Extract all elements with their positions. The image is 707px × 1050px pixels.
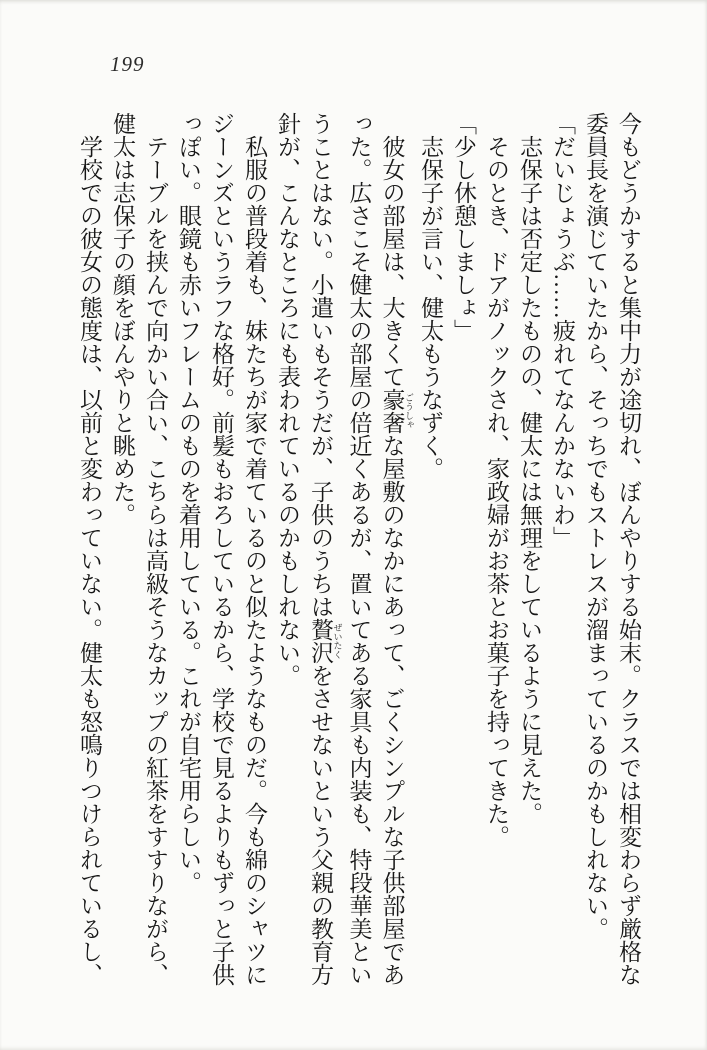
text-column: 私服の普段着も、妹たちが家で着ているのと似たようなものだ。今も綿のシャツに (242, 135, 267, 986)
text-column: ジーンズというラフな格好。前髪もおろしているから、学校で見るよりもずっと子供 (209, 112, 234, 986)
text-column: 「少し休憩しましょ」 (451, 112, 476, 342)
furigana-ruby: 豪奢 ごうしゃ (379, 388, 414, 434)
text-block (73, 112, 645, 998)
text-column: 針が、こんなところにも表われているのかもしれない。 (275, 112, 300, 687)
page-number: 199 (110, 52, 145, 76)
text-column: テーブルを挟んで向かい合い、こちらは高級そうなカップの紅茶をすすりながら、 (143, 135, 168, 986)
text-column: 学校での彼女の態度は、以前と変わっていない。健太も怒鳴りつけられているし、 (77, 135, 102, 986)
text-column: うことはない。小遣いもそうだが、子供のうちは贅沢 ぜいたくをさせないという父親の教育方 (308, 112, 343, 986)
text-column: っぽい。眼鏡も赤いフレームのものを着用している。これが自宅用らしい。 (176, 112, 201, 894)
text-column: そのとき、ドアがノックされ、家政婦がお茶とお菓子を持ってきた。 (484, 135, 509, 848)
text-column: 彼女の部屋は、大きくて豪奢 ごうしゃな屋敷のなかにあって、ごくシンプルな子供部屋であ (379, 135, 414, 986)
text-column: 委員長を演じていたから、そっちでもストレスが溜まっているのかもしれない。 (583, 112, 608, 940)
text-column: 今もどうかすると集中力が途切れ、ぼんやりする始末。クラスでは相変わらず厳格な (616, 112, 641, 986)
text-column: 志保子が言い、健太もうなずく。 (418, 135, 443, 480)
text-column: った。広さこそ健太の部屋の倍近くあるが、置いてある家具も内装も、特段華美とい (346, 112, 372, 986)
text-column: 健太は志保子の顔をぼんやりと眺めた。 (110, 112, 135, 526)
text-column: 「だいじょうぶ……疲れてなんかないわ」 (550, 112, 575, 549)
furigana-ruby: 贅沢 ぜいたく (308, 618, 343, 664)
text-column: 志保子は否定したものの、健太には無理をしているように見えた。 (517, 135, 542, 825)
